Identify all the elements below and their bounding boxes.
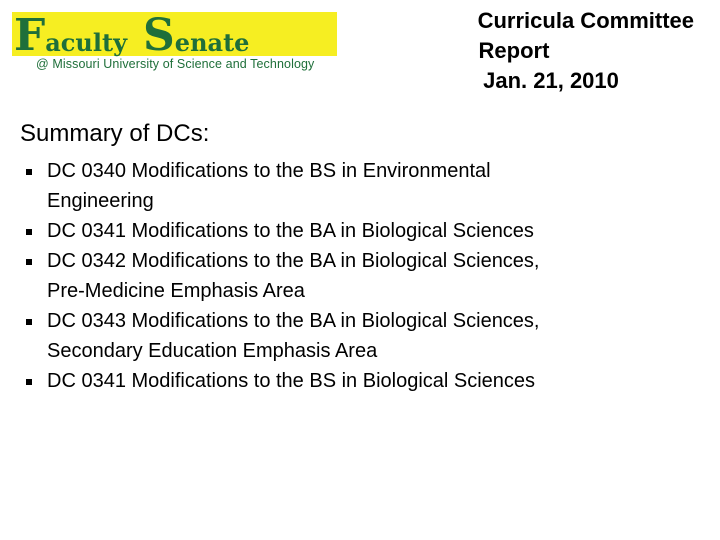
report-title-line-2: Report xyxy=(478,38,550,63)
bullet-icon xyxy=(26,319,32,325)
logo-word-senate: enate xyxy=(174,28,250,57)
dc-list-item xyxy=(26,366,686,396)
summary-heading: Summary of DCs: xyxy=(20,120,210,147)
logo-letter-f: F xyxy=(14,10,46,61)
logo-word-faculty: aculty xyxy=(45,28,128,57)
report-date: Jan. 21, 2010 xyxy=(483,68,619,93)
dc-item-text: Engineering xyxy=(47,190,154,212)
bullet-icon xyxy=(26,379,32,385)
faculty-senate-logo xyxy=(12,12,337,78)
dc-item-text: DC 0341 Modifications to the BS in Biological Sciences xyxy=(47,370,536,392)
bullet-icon xyxy=(26,229,32,235)
report-title xyxy=(364,6,694,96)
bullet-icon xyxy=(26,169,32,175)
dc-item-text: DC 0340 Modifications to the BS in Environmental xyxy=(47,160,491,182)
report-title-line-1: Curricula Committee xyxy=(477,8,694,33)
dc-item-text: DC 0341 Modifications to the BA in Biological Sciences xyxy=(47,220,534,242)
dc-list xyxy=(26,156,686,396)
dc-item-text: DC 0342 Modifications to the BA in Biological Sciences, xyxy=(47,250,540,272)
dc-item-text: DC 0343 Modifications to the BA in Biological Sciences, xyxy=(47,310,540,332)
logo-letter-s: S xyxy=(143,10,175,61)
dc-list-item xyxy=(26,246,686,306)
dc-item-text: Secondary Education Emphasis Area xyxy=(47,340,378,362)
logo-title xyxy=(14,10,265,61)
dc-list-item xyxy=(26,216,686,246)
dc-list-item xyxy=(26,156,686,216)
bullet-icon xyxy=(26,259,32,265)
logo-subtitle: @ Missouri University of Science and Technology xyxy=(36,57,315,71)
dc-item-text: Pre-Medicine Emphasis Area xyxy=(47,280,305,302)
dc-list-item xyxy=(26,306,686,366)
